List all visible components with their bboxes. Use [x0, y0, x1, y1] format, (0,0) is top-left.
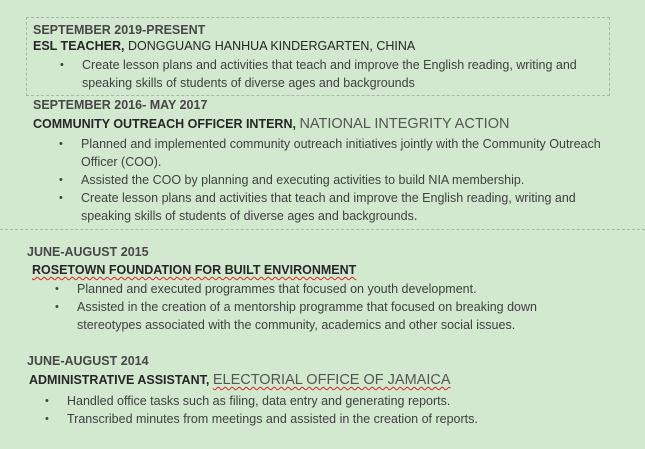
bullet-icon: •	[60, 59, 64, 71]
entry-date: SEPTEMBER 2019-PRESENT	[33, 23, 206, 37]
entry-organization: NATIONAL INTEGRITY ACTION	[299, 116, 510, 132]
list-item: • Planned and implemented community outreach initiatives jointly with the Community Outreach Officer (COO).	[59, 137, 601, 169]
text-frame-divider	[0, 229, 645, 230]
bullet-icon: •	[55, 301, 59, 313]
entry-organization: ELECTORIAL OFFICE OF JAMAICA	[212, 372, 451, 388]
bullet-icon: •	[55, 283, 59, 295]
entry-bullet-list	[55, 280, 597, 334]
entry-date: SEPTEMBER 2016- MAY 2017	[33, 98, 208, 112]
experience-entry	[33, 22, 613, 92]
entry-role: ROSETOWN FOUNDATION FOR BUILT ENVIRONMENT	[32, 263, 357, 277]
list-item: • Handled office tasks such as filing, data entry and generating reports.	[45, 394, 451, 408]
entry-bullet-list	[60, 56, 602, 92]
experience-entry	[27, 353, 627, 428]
bullet-icon: •	[59, 138, 63, 150]
entry-bullet-list	[59, 135, 626, 225]
entry-organization: DONGGUANG HANHUA KINDERGARTEN, CHINA	[127, 39, 416, 53]
entry-bullet-list	[45, 392, 607, 428]
list-item: • Planned and executed programmes that focused on youth development.	[55, 282, 477, 296]
entry-date: JUNE-AUGUST 2014	[27, 354, 149, 368]
list-item: • Create lesson plans and activities that teach and improve the English reading, writing and speaking skills of students of diverse ages and backgrounds.	[59, 191, 576, 223]
entry-date: JUNE-AUGUST 2015	[27, 245, 149, 259]
entry-role: COMMUNITY OUTREACH OFFICER INTERN,	[33, 117, 296, 131]
bullet-icon: •	[45, 395, 49, 407]
bullet-icon: •	[59, 174, 63, 186]
entry-title	[33, 38, 613, 55]
entry-role: ADMINISTRATIVE ASSISTANT,	[29, 373, 210, 387]
entry-role: ESL TEACHER,	[33, 39, 125, 53]
bullet-icon: •	[59, 192, 63, 204]
bullet-icon: •	[45, 413, 49, 425]
list-item: • Assisted the COO by planning and executing activities to build NIA membership.	[59, 173, 525, 187]
list-item: • Assisted in the creation of a mentorship programme that focused on breaking down stereotypes associated with the community, academics and other social issues.	[55, 300, 537, 332]
experience-entry	[33, 97, 633, 225]
experience-entry	[27, 244, 627, 334]
entry-title	[32, 262, 627, 279]
entry-title	[29, 372, 627, 389]
list-item: • Create lesson plans and activities that teach and improve the English reading, writing and speaking skills of students of diverse ages and backgrounds	[60, 58, 577, 90]
entry-title	[33, 116, 633, 133]
list-item: • Transcribed minutes from meetings and assisted in the creation of reports.	[45, 412, 478, 426]
